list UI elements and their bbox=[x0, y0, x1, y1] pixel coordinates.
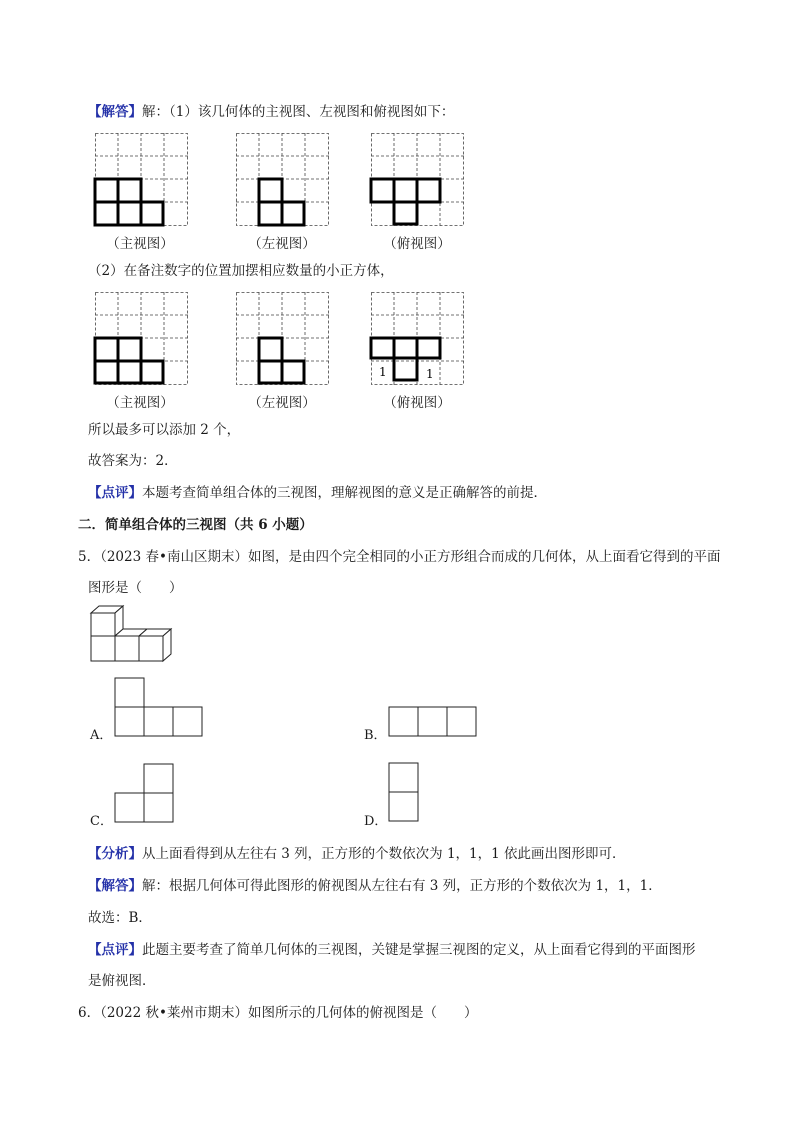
front-view-grid-1 bbox=[95, 133, 188, 226]
analysis-tag: 【分析】 bbox=[88, 846, 142, 862]
q5-analysis-line bbox=[88, 845, 626, 863]
left-view-caption-1: （左视图） bbox=[248, 236, 316, 252]
analysis-text: 从上面看得到从左往右 3 列，正方形的个数依次为 1，1，1 依此画出图形即可． bbox=[142, 846, 626, 862]
option-d-figure[interactable] bbox=[388, 762, 419, 822]
q5-choice-line: 故选：B． bbox=[88, 910, 152, 926]
q5-comment-tag: 【点评】 bbox=[88, 942, 142, 958]
section-title: 二．简单组合体的三视图（共 6 小题） bbox=[78, 517, 313, 533]
q5-answer-line bbox=[88, 877, 662, 895]
comment-text: 本题考查简单组合体的三视图，理解视图的意义是正确解答的前提． bbox=[142, 485, 547, 501]
q5-stem-line-1: 5．（2023 春•南山区期末）如图，是由四个完全相同的小正方形组合而成的几何体，从上面看它得到的平面 bbox=[78, 549, 721, 565]
q5-stem-line-2: 图形是（ ） bbox=[88, 580, 183, 596]
left-view-grid-1 bbox=[236, 133, 329, 226]
option-c-label[interactable]: C． bbox=[90, 814, 113, 829]
option-b-label[interactable]: B． bbox=[364, 728, 387, 743]
option-d-label[interactable]: D． bbox=[364, 814, 388, 829]
add-mark-right: 1 bbox=[426, 367, 434, 381]
option-a-label[interactable]: A． bbox=[90, 728, 113, 743]
final-answer-line: 故答案为：2． bbox=[88, 453, 178, 469]
left-view-caption-2: （左视图） bbox=[248, 395, 316, 411]
left-view-grid-2 bbox=[236, 292, 329, 385]
front-view-caption-1: （主视图） bbox=[106, 236, 174, 252]
q5-comment-line-2: 是俯视图． bbox=[88, 973, 156, 989]
top-view-caption-1: （俯视图） bbox=[383, 236, 451, 252]
top-view-caption-2: （俯视图） bbox=[383, 395, 451, 411]
answer-tag: 【解答】 bbox=[88, 104, 142, 120]
q6-stem: 6．（2022 秋•莱州市期末）如图所示的几何体的俯视图是（ ） bbox=[78, 1005, 478, 1021]
comment-tag: 【点评】 bbox=[88, 485, 142, 501]
front-view-grid-2 bbox=[95, 292, 188, 385]
answer-text: 解：（1）该几何体的主视图、左视图和俯视图如下： bbox=[142, 104, 455, 120]
add-mark-left: 1 bbox=[379, 365, 387, 379]
option-a-figure[interactable] bbox=[114, 677, 203, 737]
q5-comment-line-1 bbox=[88, 941, 696, 959]
top-view-grid-2 bbox=[371, 292, 464, 385]
option-c-figure[interactable] bbox=[114, 763, 174, 823]
option-b-figure[interactable] bbox=[388, 706, 478, 737]
q5-comment-text: 此题主要考查了简单几何体的三视图，关键是掌握三视图的定义，从上面看它得到的平面图形 bbox=[142, 942, 696, 958]
top-view-grid-1 bbox=[371, 133, 464, 226]
q5-answer-tag: 【解答】 bbox=[88, 878, 142, 894]
front-view-caption-2: （主视图） bbox=[106, 395, 174, 411]
q5-answer-text: 解：根据几何体可得此图形的俯视图从左往右有 3 列，正方形的个数依次为 1，1，1． bbox=[142, 878, 662, 894]
comment-line bbox=[88, 484, 547, 502]
q5-solid-figure bbox=[90, 605, 180, 663]
answer-line-1 bbox=[88, 103, 454, 121]
answer-line-2: （2）在备注数字的位置加摆相应数量的小正方体， bbox=[88, 263, 394, 279]
conclusion-line: 所以最多可以添加 2 个， bbox=[88, 422, 241, 438]
